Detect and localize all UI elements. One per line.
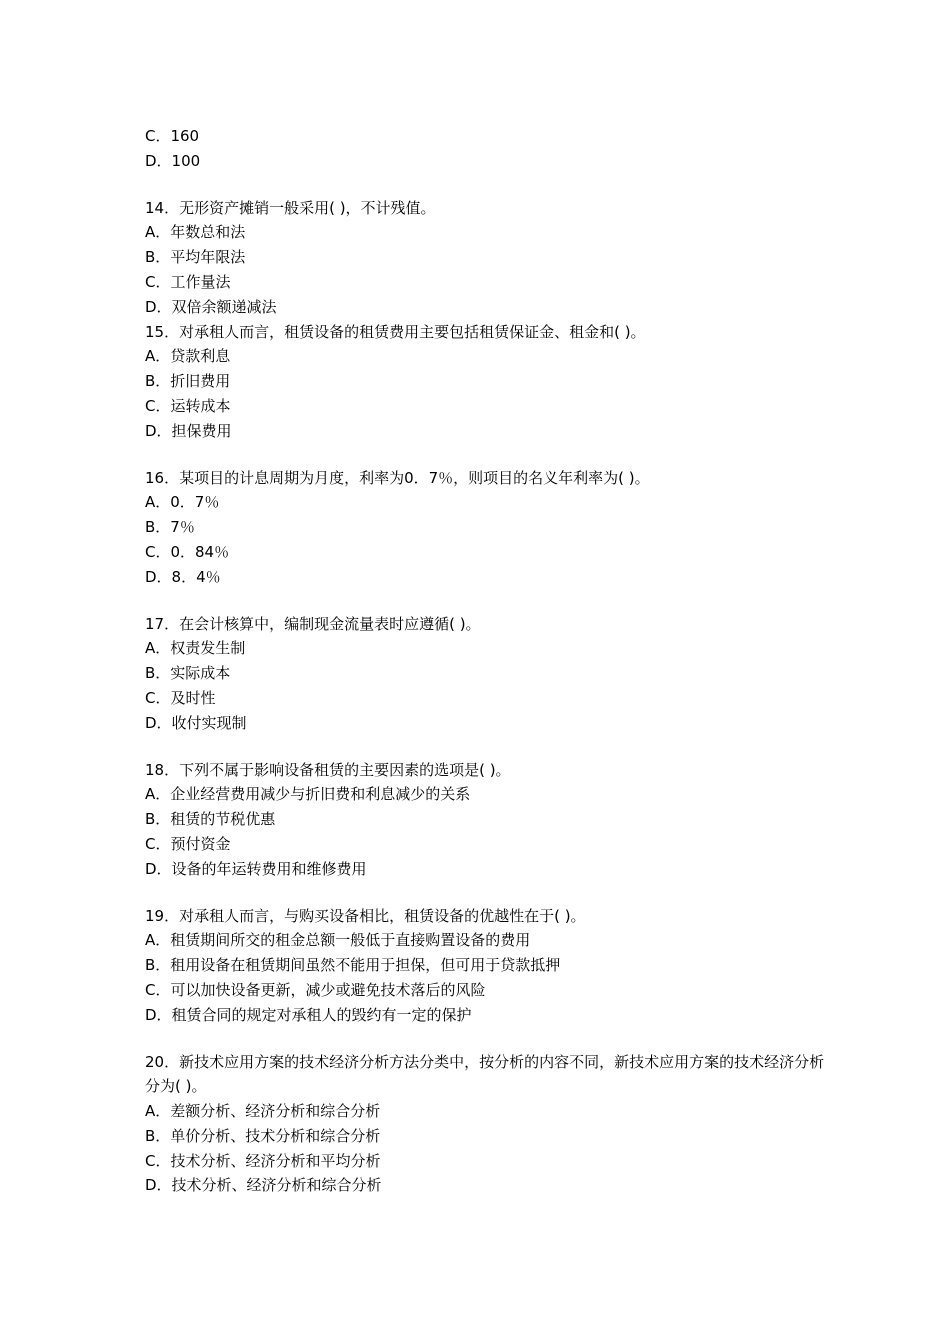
option-d: D．100 xyxy=(145,151,201,170)
spacer xyxy=(145,736,825,758)
option-c: C．可以加快设备更新，减少或避免技术落后的风险 xyxy=(145,980,486,999)
option-b: B．平均年限法 xyxy=(145,248,246,267)
question-19 xyxy=(145,904,825,1028)
option-c: C．160 xyxy=(145,127,200,145)
question-13-tail xyxy=(145,124,825,174)
question-15 xyxy=(145,320,825,444)
option-a: A．差额分析、经济分析和综合分析 xyxy=(145,1102,381,1121)
option-a: A．年数总和法 xyxy=(145,223,246,242)
option-c: C．及时性 xyxy=(145,688,216,707)
question-16 xyxy=(145,466,825,590)
option-a: A．权责发生制 xyxy=(145,639,246,658)
spacer xyxy=(145,882,825,904)
option-c: C．预付资金 xyxy=(145,834,231,853)
question-18 xyxy=(145,758,825,882)
option-d: D．技术分析、经济分析和综合分析 xyxy=(145,1176,382,1195)
option-b: B．实际成本 xyxy=(145,664,231,683)
exam-page xyxy=(145,124,825,1198)
option-b: B．租用设备在租赁期间虽然不能用于担保，但可用于贷款抵押 xyxy=(145,956,561,975)
option-a: A．企业经营费用减少与折旧费和利息减少的关系 xyxy=(145,785,471,804)
option-b: B．折旧费用 xyxy=(145,372,231,391)
option-b: B．7％ xyxy=(145,518,195,537)
option-a: A．贷款利息 xyxy=(145,347,231,366)
option-a: A．0．7％ xyxy=(145,493,220,512)
spacer xyxy=(145,1028,825,1050)
question-stem: 18．下列不属于影响设备租赁的主要因素的选项是( )。 xyxy=(145,760,511,779)
option-d: D．担保费用 xyxy=(145,421,232,440)
question-20 xyxy=(145,1050,825,1199)
option-d: D．8．4％ xyxy=(145,567,221,586)
option-d: D．双倍余额递减法 xyxy=(145,297,277,316)
option-d: D．收付实现制 xyxy=(145,713,247,732)
question-stem: 17．在会计核算中，编制现金流量表时应遵循( )。 xyxy=(145,614,481,633)
question-stem: 19．对承租人而言，与购买设备相比，租赁设备的优越性在于( )。 xyxy=(145,906,586,925)
option-a: A．租赁期间所交的租金总额一般低于直接购置设备的费用 xyxy=(145,931,531,950)
question-14 xyxy=(145,196,825,320)
question-stem: 14．无形资产摊销一般采用( )，不计残值。 xyxy=(145,198,436,217)
question-stem: 20．新技术应用方案的技术经济分析方法分类中，按分析的内容不同，新技术应用方案的技术经济分析分为( )。 xyxy=(145,1052,825,1096)
question-stem: 16．某项目的计息周期为月度，利率为0．7％，则项目的名义年利率为( )。 xyxy=(145,468,650,487)
option-b: B．单价分析、技术分析和综合分析 xyxy=(145,1126,381,1145)
option-d: D．租赁合同的规定对承租人的毁约有一定的保护 xyxy=(145,1005,472,1024)
spacer xyxy=(145,590,825,612)
question-stem: 15．对承租人而言，租赁设备的租赁费用主要包括租赁保证金、租金和( )。 xyxy=(145,322,646,341)
spacer xyxy=(145,174,825,196)
question-17 xyxy=(145,612,825,736)
spacer xyxy=(145,444,825,466)
option-c: C．运转成本 xyxy=(145,396,231,415)
option-c: C．0．84％ xyxy=(145,542,230,561)
option-c: C．工作量法 xyxy=(145,272,231,291)
option-b: B．租赁的节税优惠 xyxy=(145,810,276,829)
option-c: C．技术分析、经济分析和平均分析 xyxy=(145,1151,381,1170)
option-d: D．设备的年运转费用和维修费用 xyxy=(145,859,367,878)
